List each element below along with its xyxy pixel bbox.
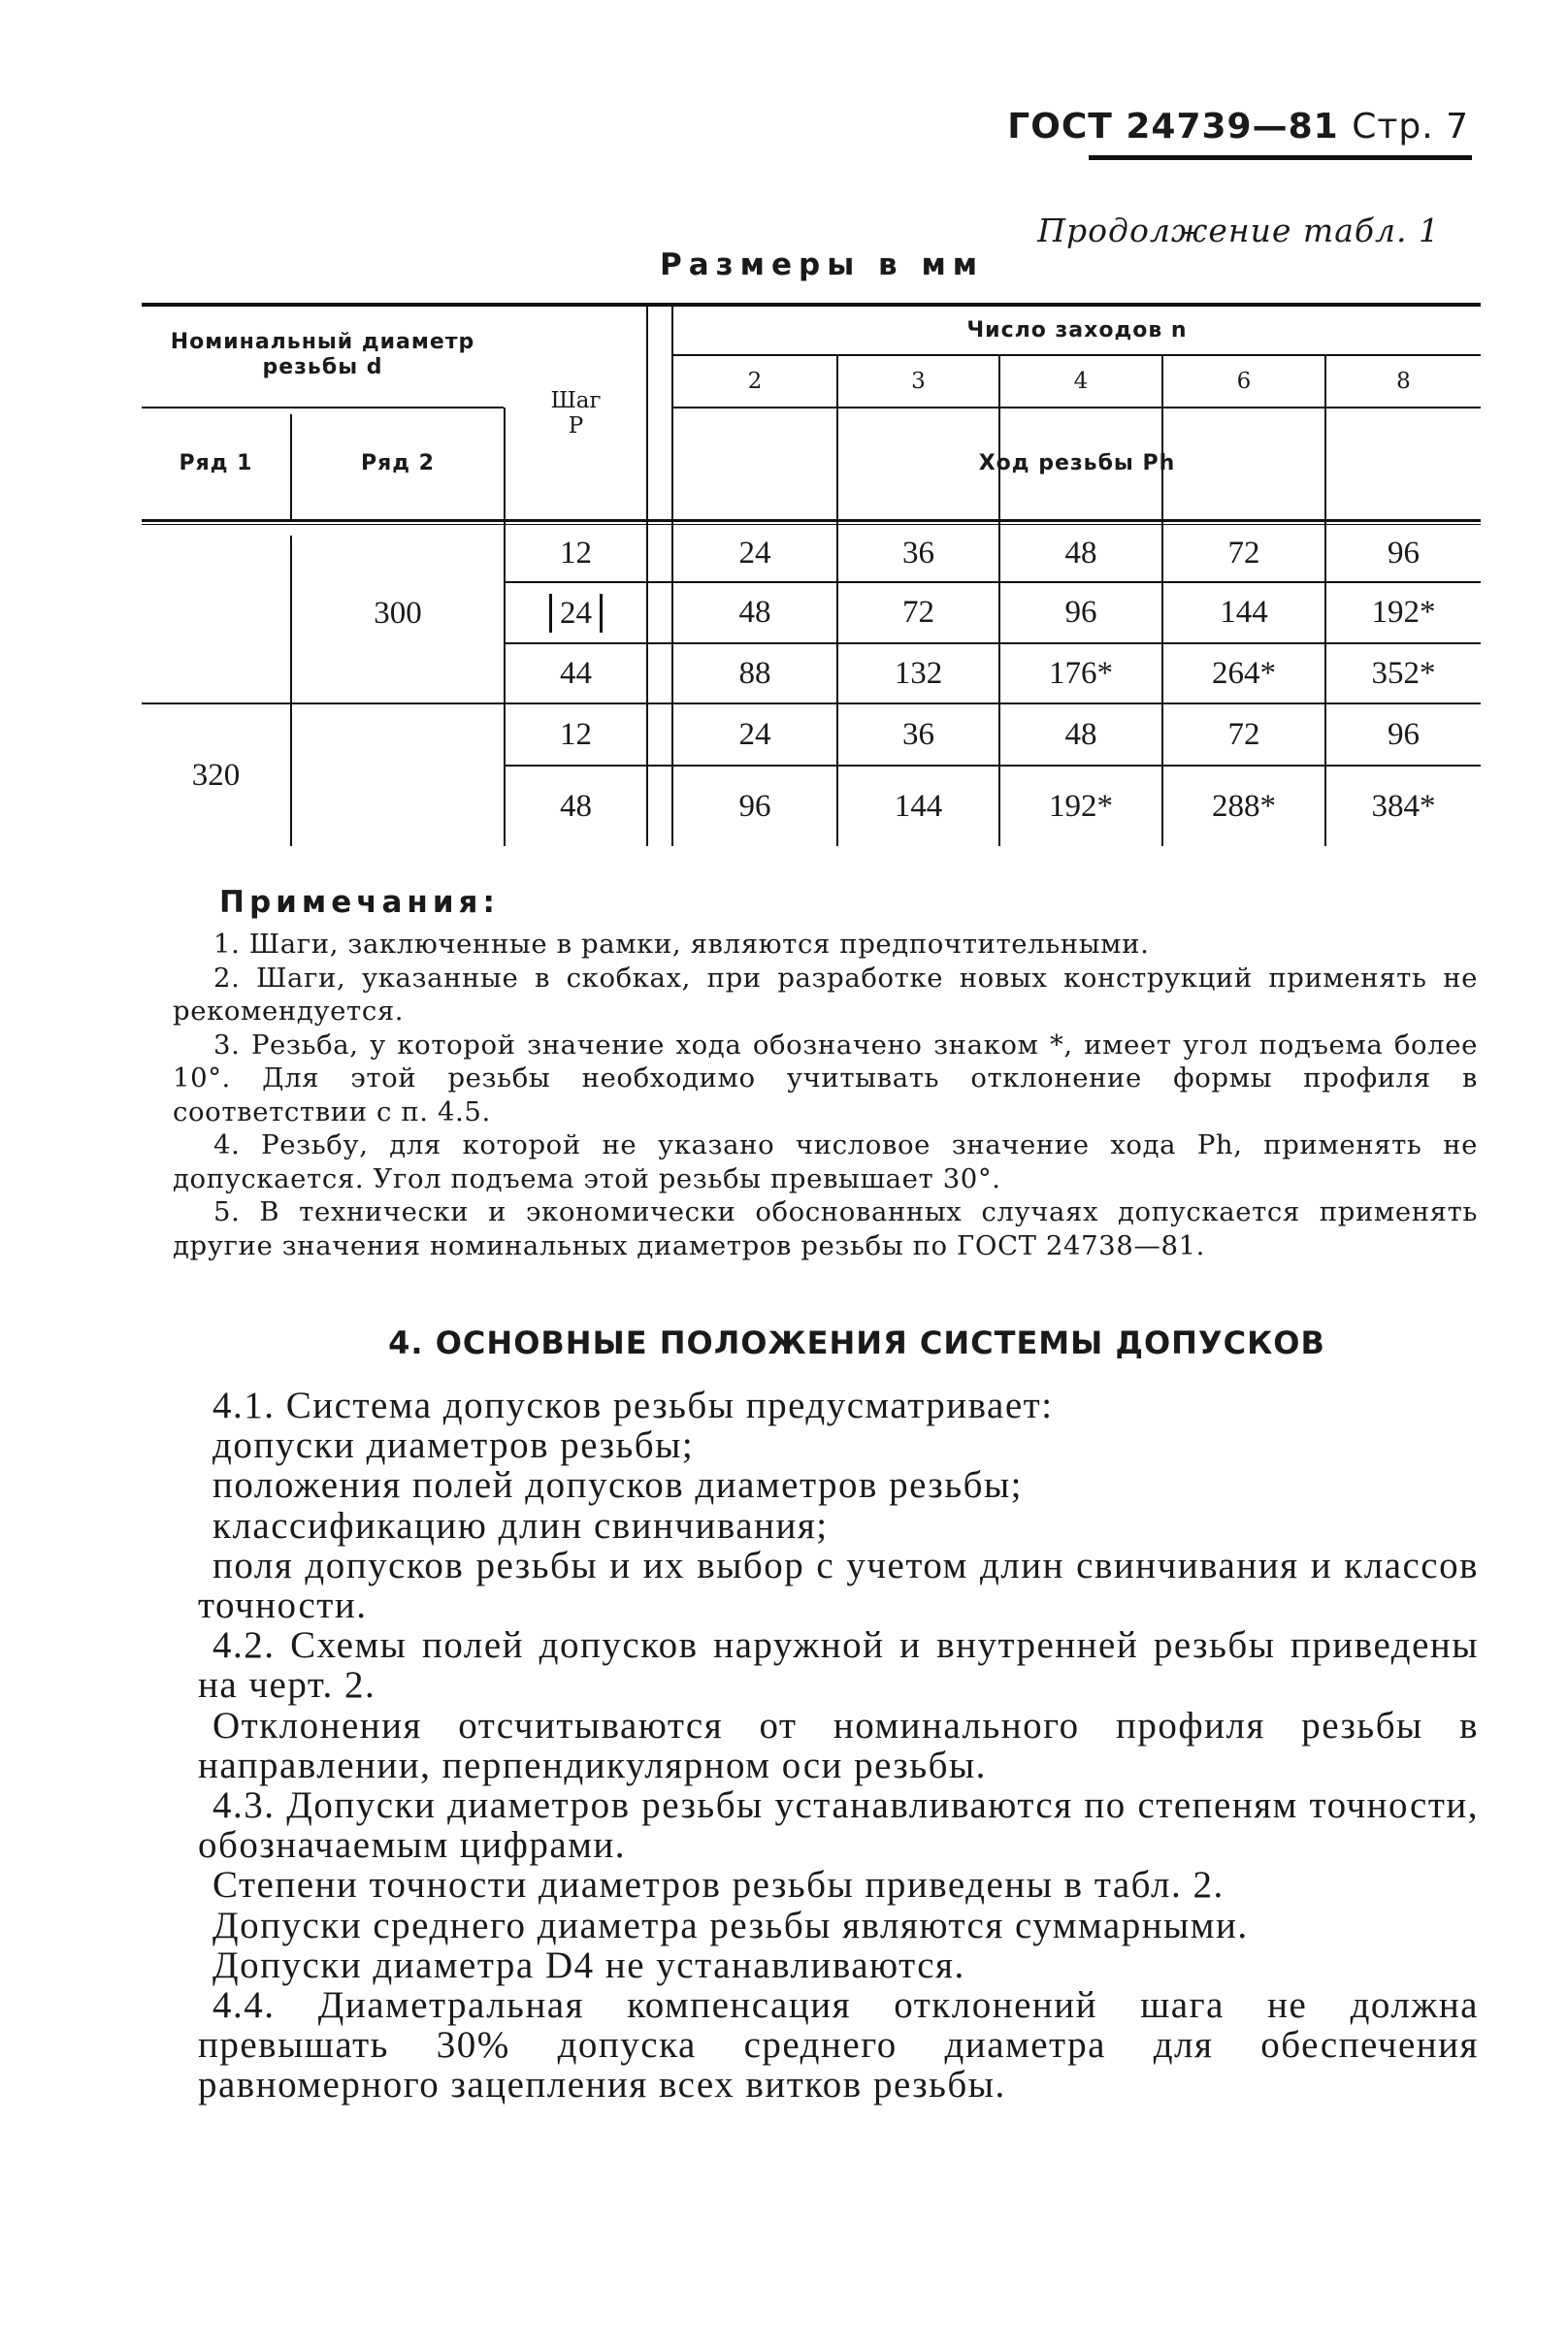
lead-cell bbox=[838, 704, 998, 765]
lead-cell bbox=[838, 525, 998, 581]
lead-cell bbox=[838, 644, 998, 702]
n-value: 3 bbox=[911, 369, 926, 394]
paragraph: 4.1. Система допусков резьбы предусматривает: bbox=[212, 1385, 1054, 1426]
section-heading: 4. ОСНОВНЫЕ ПОЛОЖЕНИЯ СИСТЕМЫ ДОПУСКОВ bbox=[388, 1324, 1325, 1361]
paragraph: Допуски диаметра D4 не устанавливаются. bbox=[212, 1944, 965, 1986]
lead-value: 352* bbox=[1371, 655, 1436, 691]
paragraph: 4.4. Диаметральная компенсация отклонений шага не должна превышать 30% допуска среднего диаметра для обеспечения равномерного зацепления всех витков резьбы. bbox=[198, 1984, 1479, 2107]
lead-cell bbox=[673, 583, 836, 642]
lead-value: 96 bbox=[1064, 595, 1097, 630]
lead-value: 96 bbox=[738, 788, 771, 824]
lead-value: 72 bbox=[902, 595, 934, 630]
section-body bbox=[198, 1386, 1479, 2106]
pitch-cell bbox=[506, 767, 646, 846]
paragraph: классификацию длин свинчивания; bbox=[212, 1504, 829, 1547]
lead-cell bbox=[1163, 583, 1324, 642]
note-item: 3. Резьба, у которой значение хода обозначено знаком *, имеет угол подъема более 10°. Для этой резьбы необходимо учитывать отклонение формы профиля в соответствии с п. 4.5. bbox=[173, 1029, 1478, 1127]
lead-cell bbox=[1326, 767, 1481, 846]
pitch-value: 44 bbox=[560, 655, 592, 691]
lead-value: 192* bbox=[1371, 595, 1436, 630]
header-pitch-text: Шаг P bbox=[550, 387, 602, 439]
pitch-cell bbox=[506, 704, 646, 765]
running-header bbox=[1007, 107, 1469, 147]
header-lead-text: Ход резьбы Ph bbox=[978, 451, 1176, 475]
lead-value: 72 bbox=[1227, 535, 1260, 571]
lead-value: 48 bbox=[1064, 535, 1097, 571]
lead-value: 96 bbox=[1388, 716, 1420, 752]
lead-value: 288* bbox=[1212, 788, 1276, 824]
header-bottom-rule bbox=[142, 519, 1481, 522]
lead-value: 48 bbox=[738, 595, 771, 630]
thread-lead-table bbox=[142, 303, 1481, 846]
table-continuation-caption: Продолжение табл. 1 bbox=[1037, 212, 1440, 249]
paragraph: Отклонения отсчитываются от номинального профиля резьбы в направлении, перпендикулярном оси резьбы. bbox=[198, 1704, 1479, 1786]
pitch-value: 48 bbox=[560, 788, 592, 824]
lead-cell bbox=[673, 704, 836, 765]
header-row2 bbox=[292, 408, 504, 519]
lead-cell bbox=[1163, 704, 1324, 765]
lead-cell bbox=[1000, 525, 1161, 581]
lead-value: 384* bbox=[1371, 788, 1436, 824]
lead-value: 96 bbox=[1388, 535, 1420, 571]
lead-cell bbox=[673, 767, 836, 846]
rule bbox=[646, 303, 648, 846]
lead-value: 72 bbox=[1227, 716, 1260, 752]
lead-cell bbox=[838, 583, 998, 642]
lead-value: 132 bbox=[894, 655, 943, 691]
header-nominal-diameter-text: Номинальный диаметр резьбы d bbox=[170, 329, 475, 379]
lead-value: 24 bbox=[738, 535, 771, 571]
lead-cell bbox=[1000, 767, 1161, 846]
pitch-value: 12 bbox=[560, 716, 592, 752]
paragraph: 4.3. Допуски диаметров резьбы устанавливаются по степеням точности, обозначаемым цифрами. bbox=[198, 1784, 1479, 1867]
header-starts-text: Число заходов n bbox=[966, 317, 1188, 343]
lead-cell bbox=[1326, 583, 1481, 642]
pitch-cell bbox=[506, 644, 646, 702]
standard-number: ГОСТ 24739—81 bbox=[1007, 107, 1339, 147]
pitch-cell bbox=[506, 525, 646, 581]
lead-value: 192* bbox=[1049, 788, 1113, 824]
note-item: 1. Шаги, заключенные в рамки, являются предпочтительными. bbox=[213, 929, 1150, 960]
paragraph: Степени точности диаметров резьбы приведены в табл. 2. bbox=[212, 1864, 1225, 1907]
lead-cell bbox=[1000, 704, 1161, 765]
page-number: Стр. 7 bbox=[1352, 107, 1469, 147]
lead-cell bbox=[1326, 525, 1481, 581]
note-item: 5. В технически и экономически обоснованных случаях допускается применять другие значения номинальных диаметров резьбы по ГОСТ 24738—81. bbox=[173, 1196, 1478, 1261]
lead-value: 176* bbox=[1049, 655, 1113, 691]
n-value: 4 bbox=[1073, 369, 1089, 394]
paragraph: положения полей допусков диаметров резьбы; bbox=[212, 1464, 1023, 1507]
header-row1-text: Ряд 1 bbox=[179, 451, 253, 475]
row2-diameter: 300 bbox=[374, 596, 422, 631]
lead-value: 264* bbox=[1212, 655, 1276, 691]
lead-value: 24 bbox=[738, 716, 771, 752]
header-lead bbox=[673, 408, 1481, 519]
lead-cell bbox=[1163, 525, 1324, 581]
notes-title: Примечания: bbox=[219, 885, 500, 920]
paragraph: Допуски среднего диаметра резьбы являются суммарными. bbox=[212, 1904, 1249, 1946]
header-row1 bbox=[142, 408, 290, 519]
pitch-value: 12 bbox=[560, 535, 592, 571]
lead-value: 144 bbox=[1220, 595, 1268, 630]
lead-cell bbox=[1163, 767, 1324, 846]
header-rule bbox=[1089, 155, 1472, 160]
lead-cell bbox=[1000, 644, 1161, 702]
lead-value: 36 bbox=[902, 716, 934, 752]
lead-cell bbox=[1326, 644, 1481, 702]
n-value: 8 bbox=[1396, 369, 1411, 394]
note-item: 2. Шаги, указанные в скобках, при разработке новых конструкций применять не рекомендуется. bbox=[173, 962, 1478, 1027]
lead-value: 48 bbox=[1064, 716, 1097, 752]
lead-value: 88 bbox=[738, 655, 771, 691]
paragraph: допуски диаметров резьбы; bbox=[212, 1424, 695, 1467]
header-row2-text: Ряд 2 bbox=[361, 451, 435, 475]
lead-cell bbox=[673, 525, 836, 581]
n-value: 6 bbox=[1236, 369, 1252, 394]
paragraph: поля допусков резьбы и их выбор с учетом длин свинчивания и классов точности. bbox=[198, 1544, 1479, 1627]
table-units: Размеры в мм bbox=[660, 247, 985, 282]
row1-diameter: 320 bbox=[191, 757, 241, 793]
notes-list bbox=[173, 928, 1478, 1262]
lead-value: 36 bbox=[902, 535, 934, 571]
note-item: 4. Резьбу, для которой не указано числовое значение хода Ph, применять не допускается. Угол подъема этой резьбы превышает 30°. bbox=[173, 1129, 1478, 1194]
lead-value: 144 bbox=[894, 788, 943, 824]
lead-cell bbox=[838, 767, 998, 846]
lead-cell bbox=[1000, 583, 1161, 642]
pitch-cell bbox=[506, 583, 646, 642]
header-nominal-diameter bbox=[142, 303, 504, 407]
pitch-value: 24 bbox=[549, 594, 603, 633]
header-starts bbox=[673, 307, 1481, 354]
header-pitch bbox=[506, 307, 646, 519]
lead-cell bbox=[1326, 704, 1481, 765]
n-value: 2 bbox=[747, 369, 763, 394]
lead-cell bbox=[673, 644, 836, 702]
lead-cell bbox=[1163, 644, 1324, 702]
paragraph: 4.2. Схемы полей допусков наружной и внутренней резьбы приведены на черт. 2. bbox=[198, 1624, 1479, 1707]
